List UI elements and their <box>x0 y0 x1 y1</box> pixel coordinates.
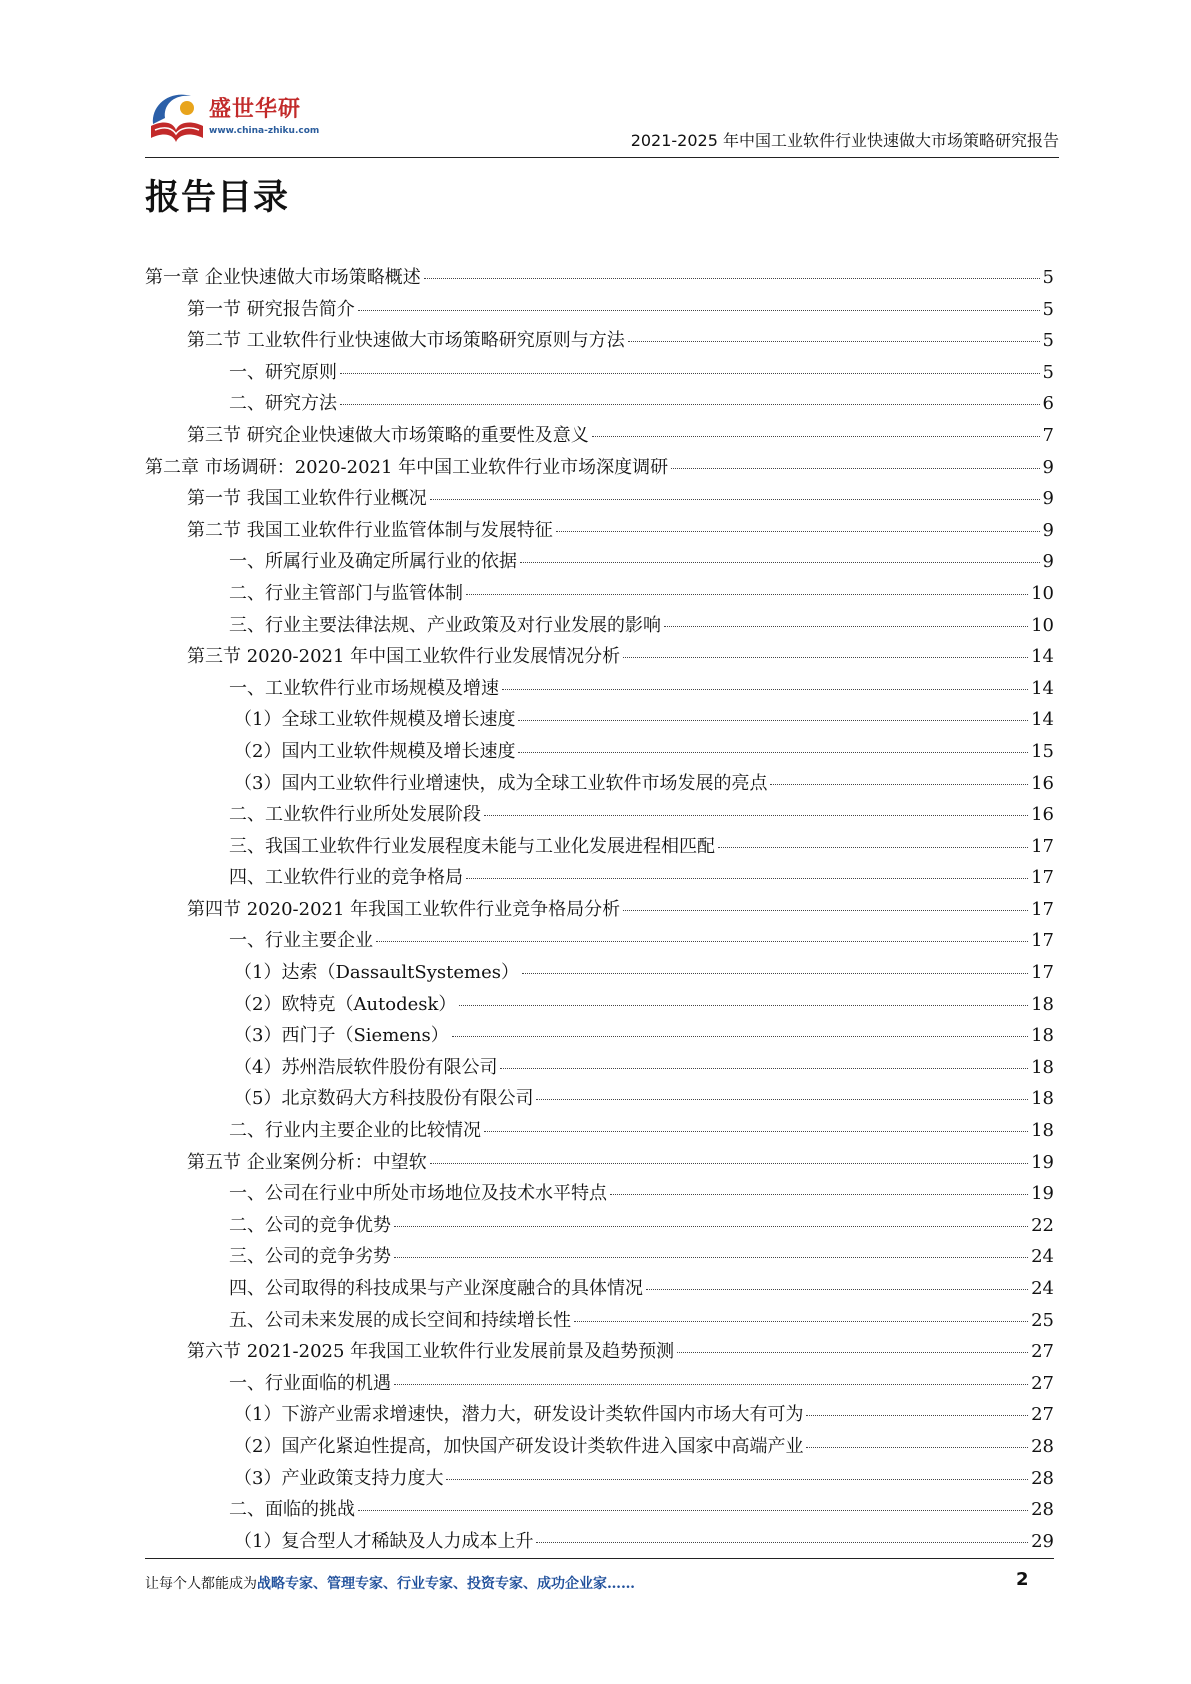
toc-dot-leader <box>424 278 1040 279</box>
toc-entry-title: 二、行业内主要企业的比较情况 <box>229 1120 481 1142</box>
toc-dot-leader <box>806 1415 1028 1416</box>
toc-entry-title: 三、行业主要法律法规、产业政策及对行业发展的影响 <box>229 614 661 636</box>
toc-entry-title: 五、公司未来发展的成长空间和持续增长性 <box>229 1309 571 1331</box>
toc-entry-page: 17 <box>1031 867 1054 889</box>
toc-entry[interactable] <box>145 1020 1054 1052</box>
toc-entry[interactable] <box>145 546 1054 578</box>
logo-name: 盛世华研 <box>209 97 302 122</box>
document-title: 2021-2025 年中国工业软件行业快速做大市场策略研究报告 <box>630 131 1059 150</box>
toc-dot-leader <box>340 373 1040 374</box>
toc-entry[interactable] <box>145 673 1054 705</box>
toc-entry-page: 24 <box>1031 1278 1054 1299</box>
toc-entry-page: 9 <box>1042 488 1054 510</box>
toc-entry-page: 17 <box>1031 930 1054 952</box>
toc-entry[interactable] <box>145 1273 1054 1305</box>
toc-entry-page: 16 <box>1031 772 1054 794</box>
toc-dot-leader <box>556 531 1040 532</box>
toc-entry[interactable] <box>145 957 1054 989</box>
toc-entry[interactable] <box>145 357 1054 389</box>
toc-entry[interactable] <box>145 1052 1054 1084</box>
footer-slogan <box>145 1573 635 1593</box>
toc-entry-page: 10 <box>1031 582 1054 604</box>
toc-entry[interactable] <box>145 1178 1054 1210</box>
toc-entry-title: 第一章 企业快速做大市场策略概述 <box>145 267 421 288</box>
toc-entry-page: 19 <box>1031 1183 1054 1205</box>
toc-entry[interactable] <box>145 1526 1054 1558</box>
toc-entry[interactable] <box>145 294 1054 326</box>
toc-entry-page: 27 <box>1031 1372 1054 1394</box>
toc-entry-title: 四、工业软件行业的竞争格局 <box>229 867 463 889</box>
toc-dot-leader <box>358 310 1040 311</box>
logo-url: www.china-zhiku.com <box>209 126 320 136</box>
toc-entry[interactable] <box>145 736 1054 768</box>
toc-entry-page: 9 <box>1042 551 1054 573</box>
toc-dot-leader <box>518 752 1028 753</box>
toc-entry[interactable] <box>145 262 1054 294</box>
toc-entry[interactable] <box>145 1115 1054 1147</box>
toc-entry[interactable] <box>145 1241 1054 1273</box>
toc-entry-title: 第一节 我国工业软件行业概况 <box>187 488 427 510</box>
toc-entry-title: 二、研究方法 <box>229 393 337 415</box>
toc-entry-page: 5 <box>1042 298 1054 320</box>
toc-entry-page: 17 <box>1031 962 1054 984</box>
toc-entry-page: 28 <box>1031 1499 1054 1521</box>
footer-divider <box>145 1558 1054 1559</box>
toc-dot-leader <box>358 1510 1028 1511</box>
toc-dot-leader <box>459 1005 1028 1006</box>
toc-entry-page: 18 <box>1031 1120 1054 1142</box>
toc-entry[interactable] <box>145 1210 1054 1242</box>
toc-dot-leader <box>664 626 1028 627</box>
toc-entry-page: 5 <box>1042 267 1054 288</box>
toc-entry-title: 一、行业主要企业 <box>229 930 373 952</box>
toc-entry[interactable] <box>145 1305 1054 1337</box>
toc-entry-page: 7 <box>1042 424 1054 446</box>
toc-entry-page: 25 <box>1031 1309 1054 1331</box>
toc-entry-title: 三、公司的竞争劣势 <box>229 1246 391 1268</box>
toc-entry-title: 三、我国工业软件行业发展程度未能与工业化发展进程相匹配 <box>229 835 715 857</box>
toc-entry-title: 二、行业主管部门与监管体制 <box>229 582 463 604</box>
toc-entry[interactable] <box>145 768 1054 800</box>
toc-entry-title: （5）北京数码大方科技股份有限公司 <box>234 1088 534 1110</box>
toc-entry[interactable] <box>145 483 1054 515</box>
page-header <box>145 78 1059 158</box>
toc-entry-title: 第二节 我国工业软件行业监管体制与发展特征 <box>187 519 553 541</box>
footer-slogan-prefix: 让每个人都能成为 <box>145 1576 257 1592</box>
toc-entry-title: 一、研究原则 <box>229 361 337 383</box>
page-number: 2 <box>1016 1569 1029 1590</box>
toc-dot-leader <box>430 499 1040 500</box>
toc-entry[interactable] <box>145 452 1054 484</box>
toc-entry[interactable] <box>145 1431 1054 1463</box>
toc-entry[interactable] <box>145 388 1054 420</box>
toc-entry-title: （1）下游产业需求增速快，潜力大，研发设计类软件国内市场大有可为 <box>234 1404 804 1426</box>
page-title: 报告目录 <box>145 178 290 218</box>
toc-dot-leader <box>484 1131 1028 1132</box>
toc-entry-title: 第二章 市场调研：2020-2021 年中国工业软件行业市场深度调研 <box>145 456 669 478</box>
toc-entry-title: 第三节 研究企业快速做大市场策略的重要性及意义 <box>187 424 589 446</box>
toc-dot-leader <box>394 1384 1028 1385</box>
toc-dot-leader <box>446 1479 1028 1480</box>
toc-entry-page: 28 <box>1031 1435 1054 1457</box>
toc-dot-leader <box>623 657 1028 658</box>
toc-entry-page: 18 <box>1031 1088 1054 1110</box>
brand-logo <box>145 86 325 148</box>
toc-dot-leader <box>536 1542 1028 1543</box>
toc-dot-leader <box>677 1352 1028 1353</box>
toc-entry-page: 24 <box>1031 1246 1054 1268</box>
toc-dot-leader <box>430 1163 1028 1164</box>
toc-entry[interactable] <box>145 325 1054 357</box>
toc-entry[interactable] <box>145 799 1054 831</box>
toc-entry[interactable] <box>145 1494 1054 1526</box>
toc-entry[interactable] <box>145 515 1054 547</box>
toc-dot-leader <box>671 468 1039 469</box>
toc-entry-title: （1）复合型人才稀缺及人力成本上升 <box>234 1530 534 1552</box>
toc-entry-title: （3）西门子（Siemens） <box>234 1025 449 1047</box>
toc-dot-leader <box>770 784 1028 785</box>
toc-entry[interactable] <box>145 862 1054 894</box>
toc-dot-leader <box>340 404 1040 405</box>
toc-entry-title: 一、公司在行业中所处市场地位及技术水平特点 <box>229 1183 607 1205</box>
toc-entry[interactable] <box>145 420 1054 452</box>
toc-entry-page: 5 <box>1042 330 1054 352</box>
toc-entry-page: 14 <box>1031 709 1054 731</box>
toc-entry-title: 第二节 工业软件行业快速做大市场策略研究原则与方法 <box>187 330 625 352</box>
toc-dot-leader <box>518 720 1028 721</box>
toc-entry-title: 第一节 研究报告简介 <box>187 298 355 320</box>
toc-entry-page: 16 <box>1031 804 1054 826</box>
toc-dot-leader <box>536 1099 1028 1100</box>
toc-dot-leader <box>502 689 1028 690</box>
toc-entry[interactable] <box>145 704 1054 736</box>
toc-dot-leader <box>646 1289 1028 1290</box>
toc-entry-page: 27 <box>1031 1341 1054 1363</box>
toc-dot-leader <box>466 878 1028 879</box>
toc-dot-leader <box>806 1447 1028 1448</box>
toc-dot-leader <box>376 941 1028 942</box>
toc-dot-leader <box>610 1194 1028 1195</box>
toc-entry[interactable] <box>145 1083 1054 1115</box>
toc-entry-page: 6 <box>1042 393 1054 415</box>
toc-entry[interactable] <box>145 1336 1054 1368</box>
toc-entry-title: （2）欧特克（Autodesk） <box>234 993 457 1015</box>
toc-dot-leader <box>718 847 1028 848</box>
toc-entry[interactable] <box>145 1368 1054 1400</box>
toc-entry-title: （3）国内工业软件行业增速快，成为全球工业软件市场发展的亮点 <box>234 772 768 794</box>
toc-dot-leader <box>466 594 1028 595</box>
toc-dot-leader <box>484 815 1028 816</box>
toc-entry-title: 一、工业软件行业市场规模及增速 <box>229 677 499 699</box>
toc-entry-page: 17 <box>1031 835 1054 857</box>
toc-entry-title: （3）产业政策支持力度大 <box>234 1467 444 1489</box>
toc-entry-title: （2）国内工业软件规模及增长速度 <box>234 740 516 762</box>
toc-entry-page: 18 <box>1031 993 1054 1015</box>
toc-entry[interactable] <box>145 925 1054 957</box>
toc-dot-leader <box>394 1226 1028 1227</box>
toc-entry-title: 第五节 企业案例分析：中望软 <box>187 1151 427 1173</box>
toc-entry-page: 9 <box>1042 456 1054 478</box>
toc-entry-page: 27 <box>1031 1404 1054 1426</box>
toc-entry-title: 一、所属行业及确定所属行业的依据 <box>229 551 517 573</box>
toc-entry[interactable] <box>145 894 1054 926</box>
toc-dot-leader <box>394 1257 1028 1258</box>
toc-entry[interactable] <box>145 831 1054 863</box>
toc-entry-title: （4）苏州浩辰软件股份有限公司 <box>234 1056 498 1078</box>
toc-entry-title: 一、行业面临的机遇 <box>229 1372 391 1394</box>
toc-entry-title: 二、面临的挑战 <box>229 1499 355 1521</box>
toc-dot-leader <box>592 436 1040 437</box>
toc-dot-leader <box>623 910 1028 911</box>
toc-entry-title: 第三节 2020-2021 年中国工业软件行业发展情况分析 <box>187 646 621 668</box>
header-divider <box>145 157 1059 158</box>
toc-entry-title: 第四节 2020-2021 年我国工业软件行业竞争格局分析 <box>187 898 621 920</box>
toc-dot-leader <box>500 1068 1028 1069</box>
toc-entry-page: 17 <box>1031 898 1054 920</box>
toc-entry-page: 14 <box>1031 646 1054 668</box>
toc-entry-page: 28 <box>1031 1467 1054 1489</box>
toc-entry-title: （1）全球工业软件规模及增长速度 <box>234 709 516 731</box>
toc-entry-page: 18 <box>1031 1056 1054 1078</box>
toc-dot-leader <box>574 1321 1028 1322</box>
book-swoosh-logo-icon <box>145 86 207 148</box>
toc-entry-page: 14 <box>1031 677 1054 699</box>
footer-slogan-accent: 战略专家、管理专家、行业专家、投资专家、成功企业家…… <box>257 1576 635 1592</box>
toc-entry-page: 9 <box>1042 519 1054 541</box>
toc-dot-leader <box>628 341 1040 342</box>
toc-entry-page: 15 <box>1031 740 1054 762</box>
toc-entry-page: 29 <box>1031 1530 1054 1552</box>
toc-entry-title: （1）达索（DassaultSystemes） <box>234 962 519 984</box>
toc-entry[interactable] <box>145 1399 1054 1431</box>
toc-entry-title: 二、工业软件行业所处发展阶段 <box>229 804 481 826</box>
toc-entry-title: （2）国产化紧迫性提高，加快国产研发设计类软件进入国家中高端产业 <box>234 1435 804 1457</box>
toc-entry[interactable] <box>145 989 1054 1021</box>
table-of-contents <box>145 262 1054 1557</box>
toc-entry-page: 22 <box>1031 1214 1054 1236</box>
toc-entry-page: 18 <box>1031 1025 1054 1047</box>
toc-dot-leader <box>520 562 1040 563</box>
toc-entry[interactable] <box>145 641 1054 673</box>
toc-entry[interactable] <box>145 610 1054 642</box>
toc-entry[interactable] <box>145 1463 1054 1495</box>
toc-entry-page: 19 <box>1031 1151 1054 1173</box>
toc-dot-leader <box>452 1036 1028 1037</box>
toc-entry-title: 四、公司取得的科技成果与产业深度融合的具体情况 <box>229 1278 643 1299</box>
toc-entry-title: 二、公司的竞争优势 <box>229 1214 391 1236</box>
toc-dot-leader <box>522 973 1028 974</box>
toc-entry-page: 5 <box>1042 361 1054 383</box>
toc-entry-page: 10 <box>1031 614 1054 636</box>
toc-entry[interactable] <box>145 1147 1054 1179</box>
toc-entry[interactable] <box>145 578 1054 610</box>
toc-entry-title: 第六节 2021-2025 年我国工业软件行业发展前景及趋势预测 <box>187 1341 675 1363</box>
